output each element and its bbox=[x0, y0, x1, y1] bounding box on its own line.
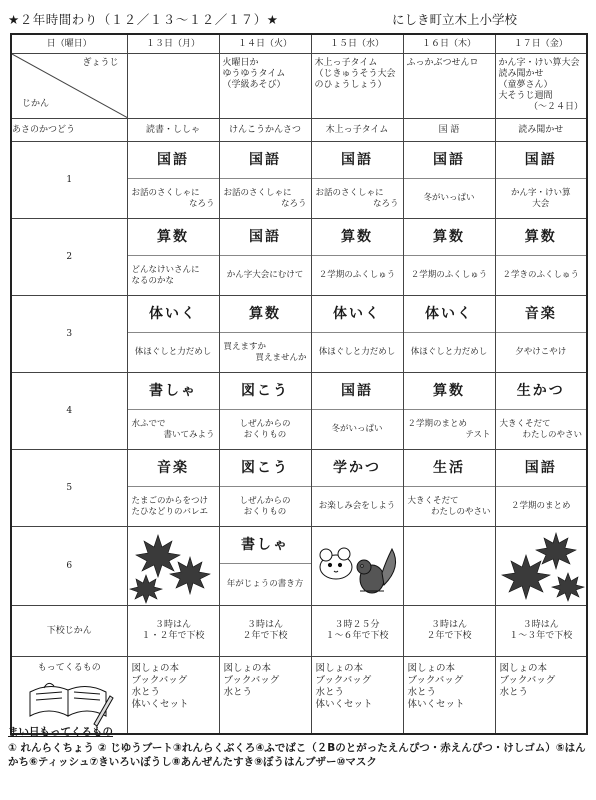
morning-activity: 読み聞かせ bbox=[495, 119, 587, 142]
day-header-wed: １５日（水） bbox=[311, 34, 403, 54]
event-text: （じきゅうそう大会 bbox=[314, 69, 396, 79]
lesson-cell bbox=[127, 296, 219, 373]
lesson-note: 書いてみよう bbox=[163, 429, 215, 440]
subject-name: 算数 bbox=[404, 219, 495, 256]
morning-activity: 国 語 bbox=[403, 119, 495, 142]
lesson-note: 水ふでで bbox=[131, 418, 166, 429]
event-cell-thu bbox=[403, 54, 495, 119]
lesson-note: たまごのからをつけ bbox=[131, 495, 209, 506]
period-number: 6 bbox=[11, 527, 127, 606]
lesson-note: 大きくそだて bbox=[499, 418, 551, 429]
lesson-cell bbox=[403, 373, 495, 450]
event-text: 火曜日か bbox=[222, 58, 259, 68]
dismissal-time: ３時２５分 bbox=[334, 620, 380, 630]
bring-item: 図しょの本 bbox=[499, 663, 548, 674]
subject-name: 音楽 bbox=[128, 450, 219, 487]
lesson-note: ２学きのふくしゅう bbox=[502, 270, 579, 280]
event-text: 読み聞かせ bbox=[498, 69, 544, 79]
event-cell-fri bbox=[495, 54, 587, 119]
label-event: ぎょうじ bbox=[82, 58, 119, 68]
lesson-note: テスト bbox=[465, 429, 491, 440]
period-row-4 bbox=[11, 373, 587, 450]
subject-name: 算数 bbox=[496, 219, 587, 256]
mouse-and-chipmunk-icon bbox=[312, 527, 404, 605]
lesson-cell bbox=[219, 450, 311, 527]
lesson-note: お楽しみ会をしよう bbox=[318, 501, 396, 511]
illustration-cell bbox=[127, 527, 219, 606]
lesson-cell bbox=[219, 373, 311, 450]
lesson-note: 買えますか bbox=[223, 341, 267, 352]
event-text: のひょうしょう） bbox=[314, 80, 387, 90]
dismissal-cell bbox=[495, 606, 587, 657]
dismissal-time: ３時はん bbox=[154, 620, 191, 630]
maple-leaves-icon bbox=[128, 527, 220, 605]
bring-items-cell bbox=[495, 657, 587, 735]
illustration-cell bbox=[495, 527, 587, 606]
maple-leaves-icon bbox=[496, 527, 588, 605]
subject-name: 国語 bbox=[404, 142, 495, 179]
subject-name: 国語 bbox=[220, 219, 311, 256]
lesson-note: しぜんからの bbox=[239, 495, 291, 506]
subject-name: 国語 bbox=[128, 142, 219, 179]
bring-item: ブックバッグ bbox=[499, 675, 556, 686]
lesson-note: なろう bbox=[188, 198, 215, 209]
daily-items-section bbox=[8, 724, 588, 796]
bring-items-cell bbox=[219, 657, 311, 735]
lesson-cell bbox=[495, 373, 587, 450]
event-text: ふっかぶつせんロ bbox=[406, 58, 479, 68]
subject-name: 音楽 bbox=[496, 296, 587, 333]
subject-name: 算数 bbox=[220, 296, 311, 333]
subject-name: 生かつ bbox=[496, 373, 587, 410]
period-row-2 bbox=[11, 219, 587, 296]
dismissal-time: ３時はん bbox=[430, 620, 467, 630]
dismissal-cell bbox=[403, 606, 495, 657]
lesson-cell bbox=[311, 219, 403, 296]
daily-items-text: ① れんらくちょう ② じゆうブート③れんらくぶくろ④ふでばこ（２Bのとがったえんぴつ・赤えんぴつ・けしゴム）⑤はんかち⑥ティッシュ⑦きいろいぼうし⑧あんぜんたすき⑨ぼうはんブザー⑩マスク bbox=[8, 742, 586, 768]
subject-name: 算数 bbox=[312, 219, 403, 256]
lesson-note: お話のさくしゃに bbox=[223, 187, 292, 198]
lesson-cell bbox=[127, 450, 219, 527]
lesson-note: どんなけいさんに bbox=[131, 264, 200, 275]
lesson-note: わたしのやさい bbox=[430, 506, 491, 517]
col-header-label: 日（曜日） bbox=[11, 34, 127, 54]
bring-item: 図しょの本 bbox=[407, 663, 456, 674]
lesson-note: 体ほぐしと力だめし bbox=[134, 347, 212, 357]
page-header bbox=[0, 4, 596, 30]
lesson-note: お話のさくしゃに bbox=[131, 187, 200, 198]
lesson-note: しぜんからの bbox=[239, 418, 291, 429]
event-cell-wed bbox=[311, 54, 403, 119]
dismissal-label: 下校じかん bbox=[11, 606, 127, 657]
subject-name: 生活 bbox=[404, 450, 495, 487]
subject-name: 体いく bbox=[404, 296, 495, 333]
lesson-cell bbox=[495, 219, 587, 296]
lesson-cell bbox=[219, 527, 311, 606]
bring-items-cell bbox=[311, 657, 403, 735]
empty-cell bbox=[403, 527, 495, 606]
lesson-cell bbox=[311, 142, 403, 219]
subject-name: 体いく bbox=[128, 296, 219, 333]
lesson-note: おくりもの bbox=[243, 429, 287, 440]
bring-item: ブックバッグ bbox=[131, 675, 188, 686]
lesson-cell bbox=[403, 142, 495, 219]
morning-activity: けんこうかんさつ bbox=[219, 119, 311, 142]
bring-item: ブックバッグ bbox=[223, 675, 280, 686]
lesson-cell bbox=[311, 450, 403, 527]
school-name: にしき町立木上小学校 bbox=[392, 12, 518, 27]
bring-item: 水とう bbox=[315, 687, 345, 698]
lesson-note: 体ほぐしと力だめし bbox=[410, 347, 488, 357]
lesson-note: 冬がいっぱい bbox=[423, 193, 475, 203]
subject-name: 国語 bbox=[496, 142, 587, 179]
lesson-cell bbox=[311, 296, 403, 373]
lesson-cell bbox=[219, 296, 311, 373]
lesson-cell bbox=[219, 142, 311, 219]
morning-activity: 読書・ししゃ bbox=[127, 119, 219, 142]
lesson-note: 夕やけこやけ bbox=[515, 347, 567, 357]
dismissal-cell bbox=[219, 606, 311, 657]
lesson-note: わたしのやさい bbox=[522, 429, 582, 440]
open-book-and-pencil-icon bbox=[24, 676, 114, 728]
day-header-row bbox=[11, 34, 587, 54]
event-text: （〜２４日） bbox=[528, 102, 583, 112]
lesson-note: ２学期のまとめ bbox=[407, 418, 468, 429]
bring-item: 体いくセット bbox=[315, 699, 373, 710]
subject-name: 体いく bbox=[312, 296, 403, 333]
dismissal-cell bbox=[127, 606, 219, 657]
lesson-note: お話のさくしゃに bbox=[315, 187, 384, 198]
bring-item: 体いくセット bbox=[407, 699, 465, 710]
bring-items-cell bbox=[127, 657, 219, 735]
dismissal-group: １〜３年で下校 bbox=[509, 631, 573, 641]
lesson-note: 体ほぐしと力だめし bbox=[318, 347, 396, 357]
period-row-6 bbox=[11, 527, 587, 606]
day-header-fri: １７日（金） bbox=[495, 34, 587, 54]
subject-name: 算数 bbox=[404, 373, 495, 410]
event-text: 大そうじ週間 bbox=[498, 91, 553, 101]
timetable bbox=[10, 33, 588, 735]
lesson-cell bbox=[403, 296, 495, 373]
bring-label-cell bbox=[11, 657, 127, 735]
lesson-note: 買えませんか bbox=[255, 352, 307, 363]
period-row-3 bbox=[11, 296, 587, 373]
day-header-mon: １３日（月） bbox=[127, 34, 219, 54]
page-title: ★２年時間わり（１２／１３〜１２／１７）★ bbox=[8, 12, 279, 27]
event-text: 木上っ子タイム bbox=[314, 58, 378, 68]
bring-item: 水とう bbox=[223, 687, 253, 698]
event-text: （学級あそび） bbox=[222, 80, 286, 90]
bring-item: 体いくセット bbox=[131, 699, 189, 710]
dismissal-group: ２年で下校 bbox=[426, 631, 472, 641]
morning-label: あさのかつどう bbox=[11, 119, 127, 142]
event-cell-mon bbox=[127, 54, 219, 119]
lesson-note: 冬がいっぱい bbox=[331, 424, 383, 434]
lesson-cell bbox=[311, 373, 403, 450]
dismissal-row bbox=[11, 606, 587, 657]
period-number: 2 bbox=[11, 219, 127, 296]
lesson-note: なるのかな bbox=[131, 275, 175, 286]
lesson-cell bbox=[127, 142, 219, 219]
lesson-note: おくりもの bbox=[243, 506, 287, 517]
lesson-cell bbox=[495, 296, 587, 373]
lesson-note: たひなどりのバレエ bbox=[131, 506, 209, 517]
subject-name: 国語 bbox=[312, 373, 403, 410]
subject-name: 学かつ bbox=[312, 450, 403, 487]
event-row bbox=[11, 54, 587, 119]
lesson-note: なろう bbox=[280, 198, 307, 209]
dismissal-group: ２年で下校 bbox=[242, 631, 288, 641]
label-time: じかん bbox=[22, 99, 50, 109]
subject-name: 書しゃ bbox=[220, 527, 311, 564]
day-header-thu: １６日（木） bbox=[403, 34, 495, 54]
lesson-cell bbox=[219, 219, 311, 296]
bring-item: 図しょの本 bbox=[223, 663, 272, 674]
subject-name: 算数 bbox=[128, 219, 219, 256]
bring-item: 水とう bbox=[499, 687, 529, 698]
lesson-cell bbox=[495, 450, 587, 527]
dismissal-time: ３時はん bbox=[522, 620, 559, 630]
bring-item: 図しょの本 bbox=[315, 663, 364, 674]
dismissal-group: １〜６年で下校 bbox=[325, 631, 389, 641]
period-number: 4 bbox=[11, 373, 127, 450]
lesson-note: かん字大会にむけて bbox=[226, 270, 304, 280]
bring-item: ブックバッグ bbox=[407, 675, 464, 686]
lesson-note: ２学期のふくしゅう bbox=[410, 270, 488, 280]
event-text: かん字・けい算大会 bbox=[498, 58, 580, 68]
lesson-cell bbox=[127, 373, 219, 450]
event-cell-tue bbox=[219, 54, 311, 119]
event-time-label-cell bbox=[11, 54, 127, 119]
event-text: ゆうゆうタイム bbox=[222, 69, 286, 79]
lesson-cell bbox=[127, 219, 219, 296]
dismissal-cell bbox=[311, 606, 403, 657]
period-row-5 bbox=[11, 450, 587, 527]
lesson-cell bbox=[403, 219, 495, 296]
bring-label: もってくるもの bbox=[37, 663, 101, 673]
lesson-note: 大きくそだて bbox=[407, 495, 459, 506]
dismissal-group: １・２年で下校 bbox=[141, 631, 205, 641]
morning-activity: 木上っ子タイム bbox=[311, 119, 403, 142]
lesson-note: 大会 bbox=[532, 198, 550, 209]
subject-name: 国語 bbox=[496, 450, 587, 487]
subject-name: 国語 bbox=[220, 142, 311, 179]
illustration-cell bbox=[311, 527, 403, 606]
period-number: 3 bbox=[11, 296, 127, 373]
lesson-note: なろう bbox=[372, 198, 399, 209]
subject-name: 書しゃ bbox=[128, 373, 219, 410]
bring-row bbox=[11, 657, 587, 735]
bring-items-cell bbox=[403, 657, 495, 735]
morning-row bbox=[11, 119, 587, 142]
bring-item: 図しょの本 bbox=[131, 663, 180, 674]
lesson-note: 年がじょうの書き方 bbox=[226, 579, 304, 589]
period-number: 5 bbox=[11, 450, 127, 527]
subject-name: 図こう bbox=[220, 373, 311, 410]
dismissal-time: ３時はん bbox=[246, 620, 283, 630]
bring-item: 水とう bbox=[131, 687, 161, 698]
bring-item: 水とう bbox=[407, 687, 437, 698]
day-header-tue: １４日（火） bbox=[219, 34, 311, 54]
period-row-1 bbox=[11, 142, 587, 219]
subject-name: 国語 bbox=[312, 142, 403, 179]
daily-items-title: まい日もってくるもの bbox=[8, 726, 113, 738]
lesson-note: ２学期のまとめ bbox=[510, 501, 571, 511]
subject-name: 図こう bbox=[220, 450, 311, 487]
lesson-note: かん字・けい算 bbox=[510, 187, 571, 198]
bring-item: ブックバッグ bbox=[315, 675, 372, 686]
lesson-cell bbox=[495, 142, 587, 219]
lesson-note: ２学期のふくしゅう bbox=[318, 270, 396, 280]
lesson-cell bbox=[403, 450, 495, 527]
period-number: 1 bbox=[11, 142, 127, 219]
event-text: （童夢さん） bbox=[498, 80, 553, 90]
